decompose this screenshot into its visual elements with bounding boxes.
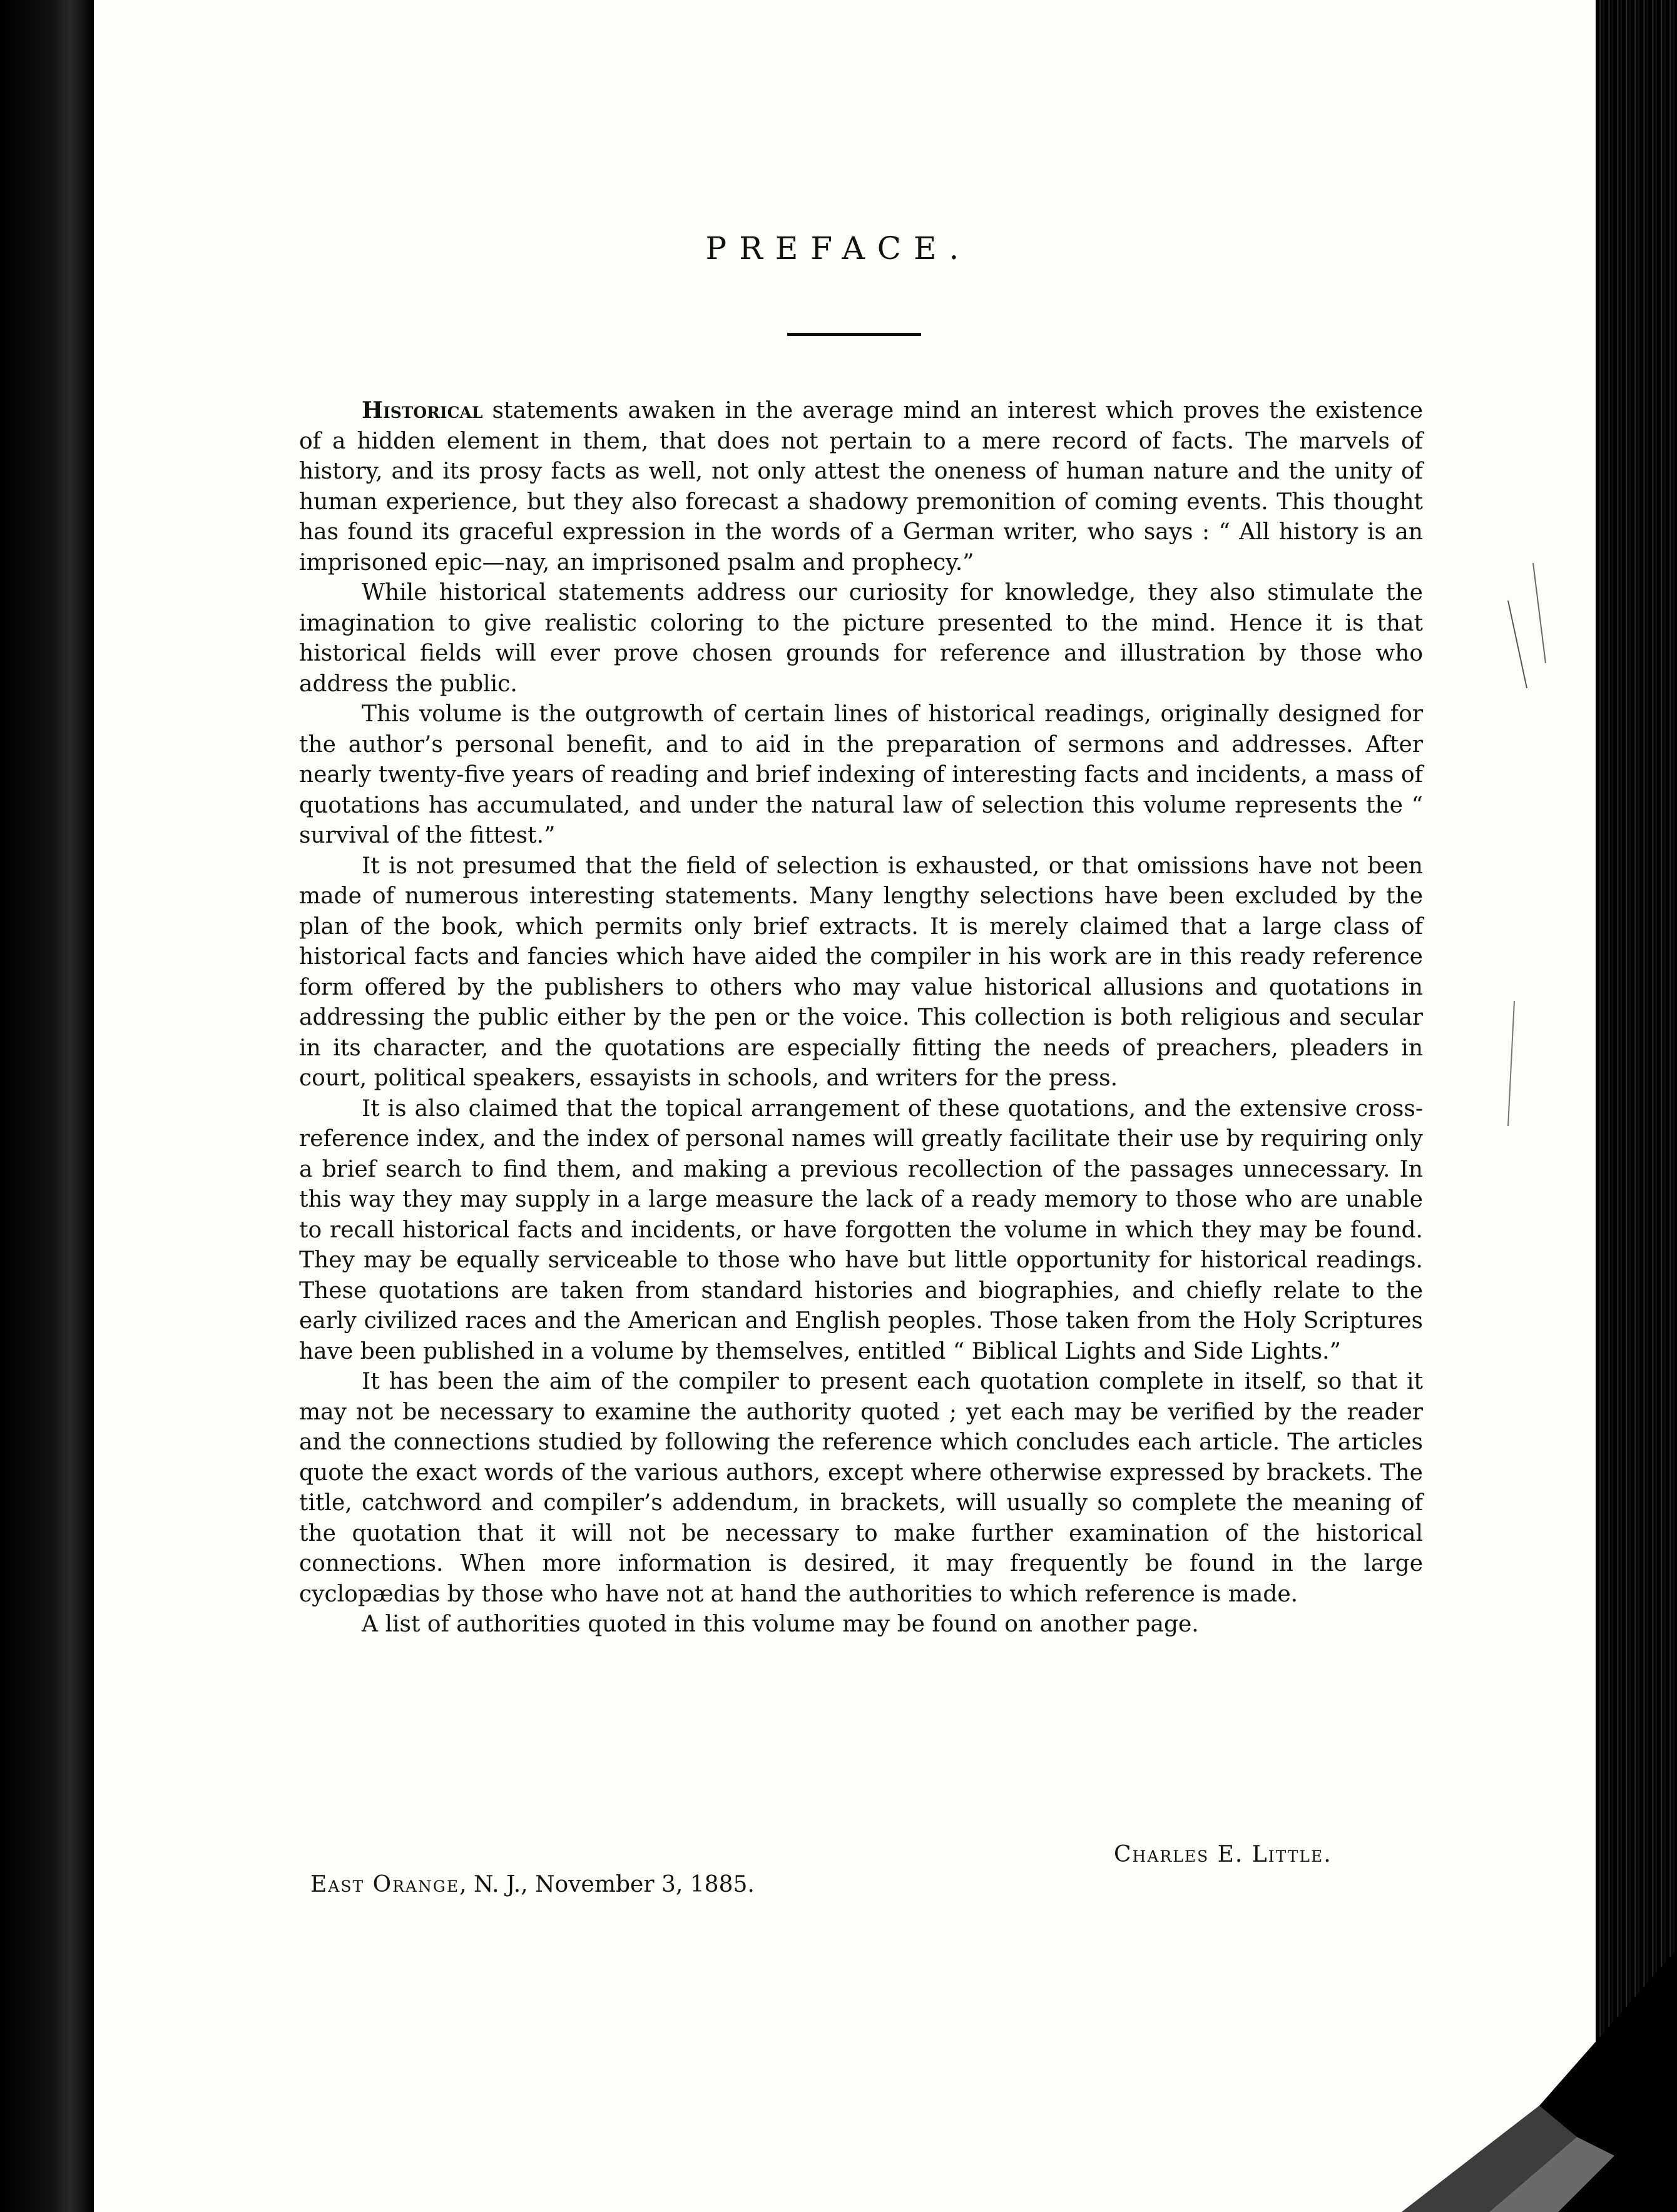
paragraph: It is not presumed that the field of selection is exhausted, or that omissions have not been made of numerous interesting statements. Many lengthy selections have been excluded by the plan of the book, which permits only brief extracts. It is merely claimed that a large class of historical facts and fancies which have aided the compiler in his work are in this ready reference form offered by the publishers to others who may value historical allusions and quotations in addressing the public either by the pen or the voice. This collection is both religious and secular in its character, and the quotations are especially fitting the needs of preachers, pleaders in court, political speakers, essayists in schools, and writers for the press.: [299, 853, 1423, 1091]
paragraph-lead-word: Historical: [362, 397, 483, 424]
paragraph: It has been the aim of the compiler to present each quotation complete in itself, so that it may not be necessary to examine the authority quoted ; yet each may be verified by the reader and the connections studied by following the reference which concludes each article. The articles quote the exact words of the various authors, except where otherwise expressed by brackets. The title, catchword and compiler’s addendum, in brackets, will usually so complete the meaning of the quotation that it will not be necessary to make further examination of the historical connections. When more information is desired, it may frequently be found in the large cyclopædias by those who have not at hand the authorities to which reference is made.: [299, 1369, 1423, 1607]
title-divider: [787, 333, 921, 336]
page-stack-edge: [1596, 0, 1677, 2212]
dateline-date: , N. J., November 3, 1885.: [459, 1872, 755, 1897]
paragraph: While historical statements address our curiosity for knowledge, they also stimulate the imagination to give realistic coloring to the picture presented to the mind. Hence it is that historical fields will ever prove chosen grounds for reference and illustration by those who address the public.: [299, 580, 1423, 697]
preface-body: [299, 395, 1423, 1640]
dateline: [310, 1872, 755, 1897]
page-curl-shadow: [1352, 1949, 1677, 2212]
paragraph: [299, 395, 1423, 578]
page-title: PREFACE.: [705, 230, 972, 266]
paragraph-text: statements awaken in the average mind an interest which proves the existence of a hidden element in them, that does not pertain to a mere record of facts. The marvels of history, and its prosy facts as well, not only attest the oneness of human nature and the unity of human experience, but they also forecast a shadowy premonition of coming events. This thought has found its graceful expression in the words of a German writer, who says : “ All history is an imprisoned epic—nay, an imprisoned psalm and prophecy.”: [299, 398, 1423, 576]
paragraph: A list of authorities quoted in this volume may be found on another page.: [362, 1611, 1199, 1637]
book-binding-edge: [0, 0, 94, 2212]
margin-pencil-marks: [1502, 563, 1589, 1251]
dateline-place: East Orange: [310, 1872, 460, 1897]
paragraph: This volume is the outgrowth of certain lines of historical readings, originally designed for the author’s personal benefit, and to aid in the preparation of sermons and addresses. After nearly twenty-five years of reading and brief indexing of interesting facts and incidents, a mass of quotations has accumulated, and under the natural law of selection this volume represents the “ survival of the fittest.”: [299, 701, 1423, 848]
author-signature: Charles E. Little.: [1114, 1842, 1332, 1867]
paragraph: It is also claimed that the topical arrangement of these quotations, and the extensive cross-reference index, and the index of personal names will greatly facilitate their use by requiring only a brief search to find them, and making a previous recollection of the passages unnecessary. In this way they may supply in a large measure the lack of a ready memory to those who are unable to recall historical facts and incidents, or have forgotten the volume in which they may be found. They may be equally serviceable to those who have but little opportunity for historical readings. These quotations are taken from standard histories and biographies, and chiefly relate to the early civilized races and the American and English peoples. Those taken from the Holy Scriptures have been published in a volume by themselves, entitled “ Biblical Lights and Side Lights.”: [299, 1095, 1423, 1364]
